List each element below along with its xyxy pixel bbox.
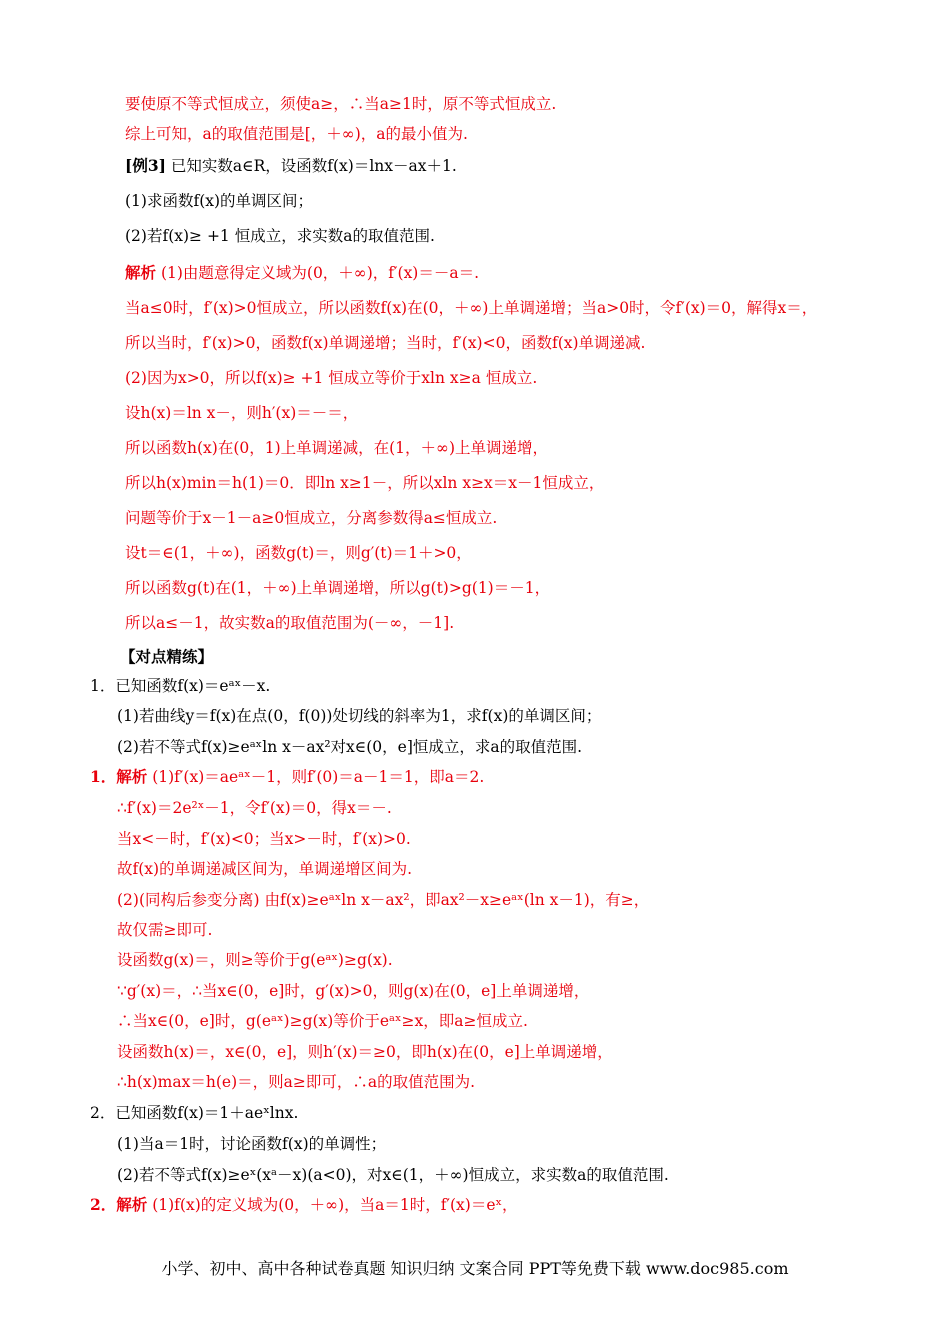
exercise-1-title: 1．已知函数f(x)＝eᵃˣ－x. bbox=[90, 677, 271, 695]
solution-text: (1)由题意得定义域为(0，＋∞)，f′(x)＝－a＝. bbox=[156, 264, 480, 282]
solution-line: 所以函数h(x)在(0，1)上单调递减，在(1，＋∞)上单调递增， bbox=[125, 439, 549, 457]
solution-line: ∴f′(x)＝2e²ˣ－1，令f′(x)＝0，得x＝－. bbox=[117, 799, 392, 817]
example-tag: [例3] bbox=[125, 156, 166, 175]
solution-line: 所以当时，f′(x)>0，函数f(x)单调递增；当时，f′(x)<0，函数f(x)单调递减. bbox=[125, 334, 646, 352]
solution-line: 问题等价于x－1－a≥0恒成立，分离参数得a≤恒成立. bbox=[125, 509, 498, 527]
solution-line: ∴当x∈(0，e]时，g(eᵃˣ)≥g(x)等价于eᵃˣ≥x，即a≥恒成立. bbox=[117, 1012, 528, 1030]
question-part-2: (2)若f(x)≥ +1 恒成立，求实数a的取值范围. bbox=[125, 227, 435, 245]
page-footer: 小学、初中、高中各种试卷真题 知识归纳 文案合同 PPT等免费下载 www.doc985.com bbox=[161, 1259, 789, 1278]
solution-line: 所以a≤－1，故实数a的取值范围为(－∞，－1]. bbox=[125, 614, 455, 632]
solution-line: ∴h(x)max＝h(e)＝，则a≥即可，∴a的取值范围为. bbox=[117, 1073, 476, 1091]
solution-line: (2)(同构后参变分离) 由f(x)≥eᵃˣln x－ax²，即ax²－x≥eᵃˣ(ln x－1)，有≥， bbox=[117, 891, 650, 909]
solution-line: 当x<－时，f′(x)<0；当x>－时，f′(x)>0. bbox=[117, 830, 411, 848]
solution-line: ∵g′(x)＝，∴当x∈(0，e]时，g′(x)>0，则g(x)在(0，e]上单调递增， bbox=[117, 982, 590, 1000]
solution-heading bbox=[90, 766, 484, 788]
solution-line: (2)因为x>0，所以f(x)≥ +1 恒成立等价于xln x≥a 恒成立. bbox=[125, 369, 538, 387]
solution-line: 综上可知，a的取值范围是[，＋∞)，a的最小值为. bbox=[125, 125, 468, 143]
solution-line: 所以函数g(t)在(1，＋∞)上单调递增，所以g(t)>g(1)＝－1， bbox=[125, 579, 551, 597]
solution-tag: 解析 bbox=[125, 263, 157, 282]
solution-line: 当a≤0时，f′(x)>0恒成立，所以函数f(x)在(0，＋∞)上单调递增；当a>0时，令f′(x)＝0，解得x＝， bbox=[125, 299, 818, 317]
question-part-1: (1)当a＝1时，讨论函数f(x)的单调性； bbox=[117, 1135, 387, 1153]
exercise-2-title: 2．已知函数f(x)＝1＋aeˣlnx. bbox=[90, 1104, 299, 1122]
solution-line: 设t＝∈(1，＋∞)，函数g(t)＝，则g′(t)＝1＋>0， bbox=[125, 544, 472, 562]
solution-heading bbox=[125, 262, 479, 284]
question-part-2: (2)若不等式f(x)≥eˣ(xᵃ－x)(a<0)，对x∈(1，＋∞)恒成立，求实数a的取值范围. bbox=[117, 1166, 669, 1184]
solution-line: 所以h(x)min＝h(1)＝0．即ln x≥1－，所以xln x≥x＝x－1恒成立， bbox=[125, 474, 605, 492]
question-part-2: (2)若不等式f(x)≥eᵃˣln x－ax²对x∈(0，e]恒成立，求a的取值范围. bbox=[117, 738, 583, 756]
example-text: 已知实数a∈R，设函数f(x)＝lnx－ax＋1. bbox=[165, 157, 457, 175]
example-3-title bbox=[125, 155, 457, 177]
solution-tag: 1．解析 bbox=[90, 767, 148, 786]
solution-tag: 2．解析 bbox=[90, 1195, 148, 1214]
question-part-1: (1)求函数f(x)的单调区间； bbox=[125, 192, 314, 210]
solution-line: 设函数g(x)＝，则≥等价于g(eᵃˣ)≥g(x). bbox=[117, 951, 393, 969]
solution-line: 要使原不等式恒成立，须使a≥，∴当a≥1时，原不等式恒成立. bbox=[125, 95, 557, 113]
solution-text: (1)f(x)的定义域为(0，＋∞)，当a＝1时，f′(x)＝eˣ， bbox=[147, 1196, 518, 1214]
section-heading: 【对点精练】 bbox=[120, 647, 214, 666]
question-part-1: (1)若曲线y＝f(x)在点(0，f(0))处切线的斜率为1，求f(x)的单调区间； bbox=[117, 707, 602, 725]
solution-text: (1)f′(x)＝aeᵃˣ－1，则f′(0)＝a－1＝1，即a＝2. bbox=[147, 768, 485, 786]
solution-line: 设函数h(x)＝，x∈(0，e]，则h′(x)＝≥0，即h(x)在(0，e]上单调递增， bbox=[117, 1043, 613, 1061]
solution-heading bbox=[90, 1194, 518, 1216]
solution-line: 设h(x)＝ln x－，则h′(x)＝－＝， bbox=[125, 404, 359, 422]
solution-line: 故仅需≥即可. bbox=[117, 921, 213, 939]
solution-line: 故f(x)的单调递减区间为，单调递增区间为. bbox=[117, 860, 413, 878]
